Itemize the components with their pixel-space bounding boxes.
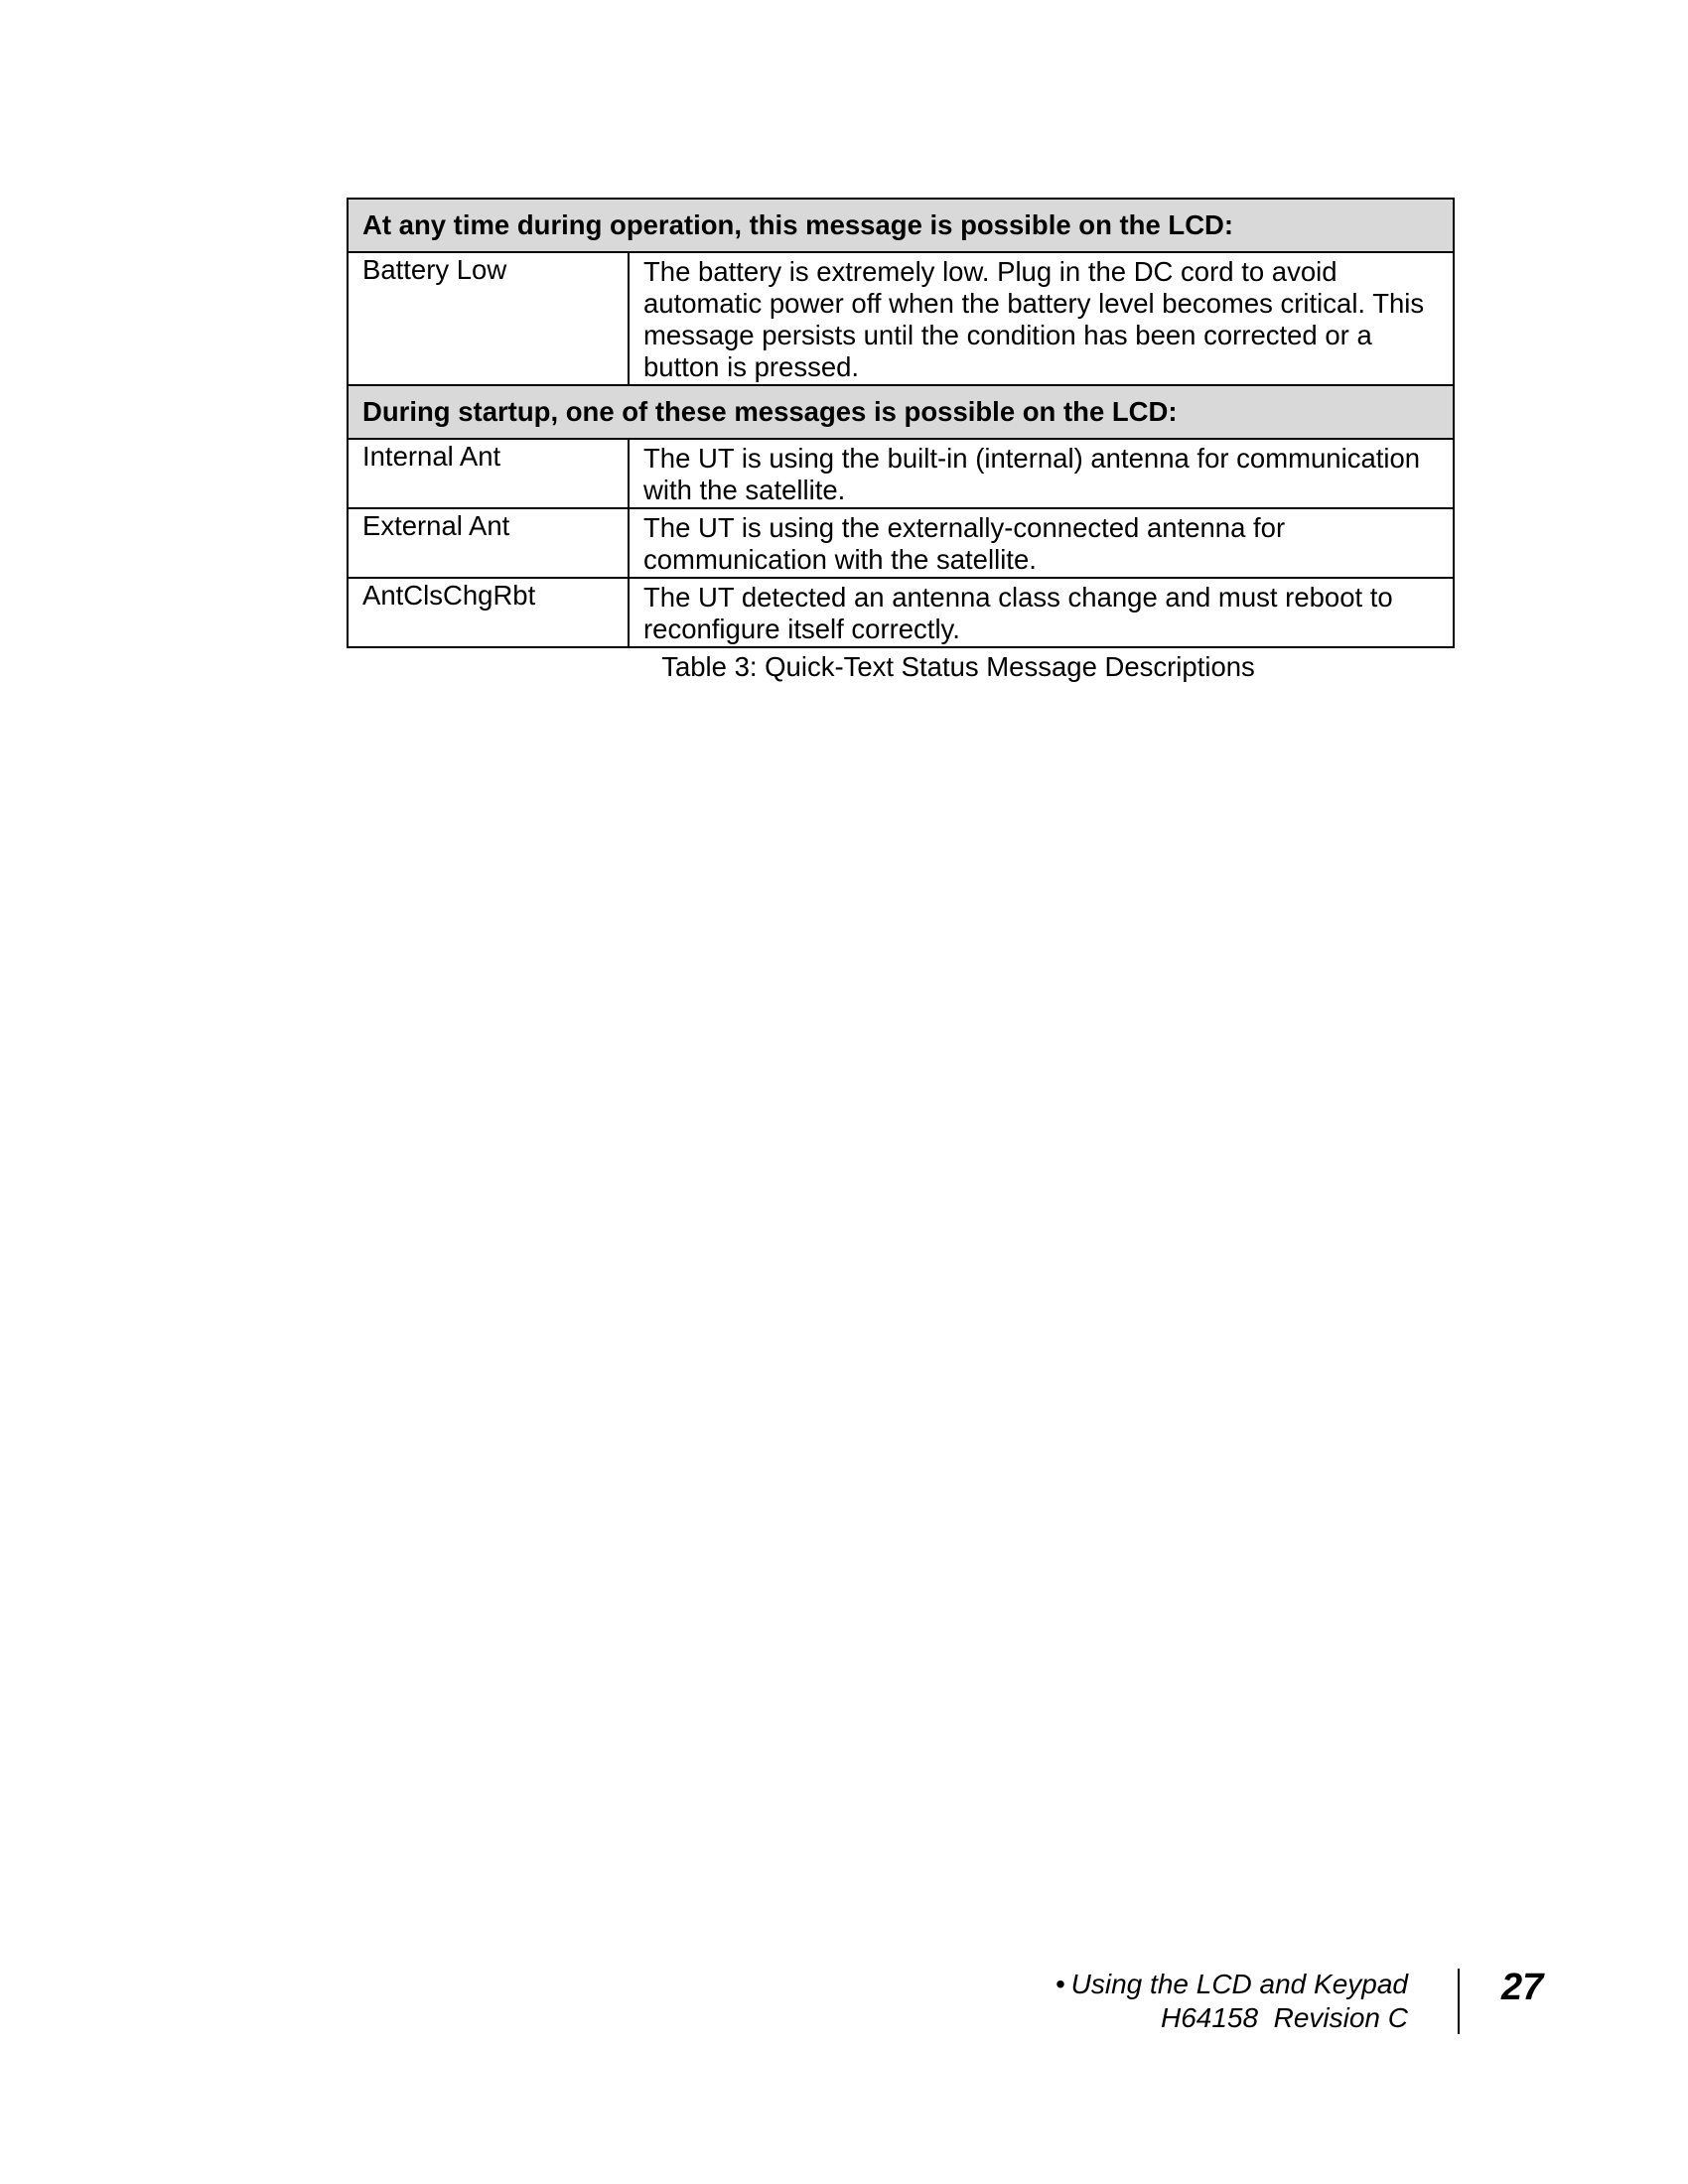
footer-document-revision: H64158 Revision C <box>1160 2002 1408 2033</box>
message-cell: Battery Low <box>348 252 629 385</box>
description-cell: The UT detected an antenna class change and must reboot to reconfigure itself correctly. <box>629 578 1454 647</box>
description-cell: The UT is using the externally-connected antenna for communication with the satellite. <box>629 508 1454 578</box>
message-cell: AntClsChgRbt <box>348 578 629 647</box>
message-cell: External Ant <box>348 508 629 578</box>
footer-divider <box>1458 1969 1460 2034</box>
footer-chapter-title: Using the LCD and Keypad <box>1070 1969 1408 1999</box>
table-caption: Table 3: Quick-Text Status Message Descriptions <box>661 651 1255 682</box>
description-cell: The UT is using the built-in (internal) antenna for communication with the satellite. <box>629 439 1454 508</box>
table-section-heading <box>348 385 1454 439</box>
section-heading-operation: At any time during operation, this message is possible on the LCD: <box>348 199 1454 252</box>
message-cell: Internal Ant <box>348 439 629 508</box>
description-cell: The battery is extremely low. Plug in the DC cord to avoid automatic power off when the battery level becomes critical. This message persists until the condition has been corrected or a button is pressed. <box>629 252 1454 385</box>
status-message-table <box>347 198 1455 648</box>
table-row <box>348 439 1454 508</box>
table-row <box>348 252 1454 385</box>
table-row <box>348 508 1454 578</box>
page-number: 27 <box>1501 1967 1544 2008</box>
section-heading-startup: During startup, one of these messages is possible on the LCD: <box>348 385 1454 439</box>
page-footer <box>1055 1968 1408 2035</box>
footer-chapter-line <box>1055 1968 1408 2001</box>
bullet-icon: • <box>1055 1969 1065 1999</box>
table-section-heading <box>348 199 1454 252</box>
table-row <box>348 578 1454 647</box>
